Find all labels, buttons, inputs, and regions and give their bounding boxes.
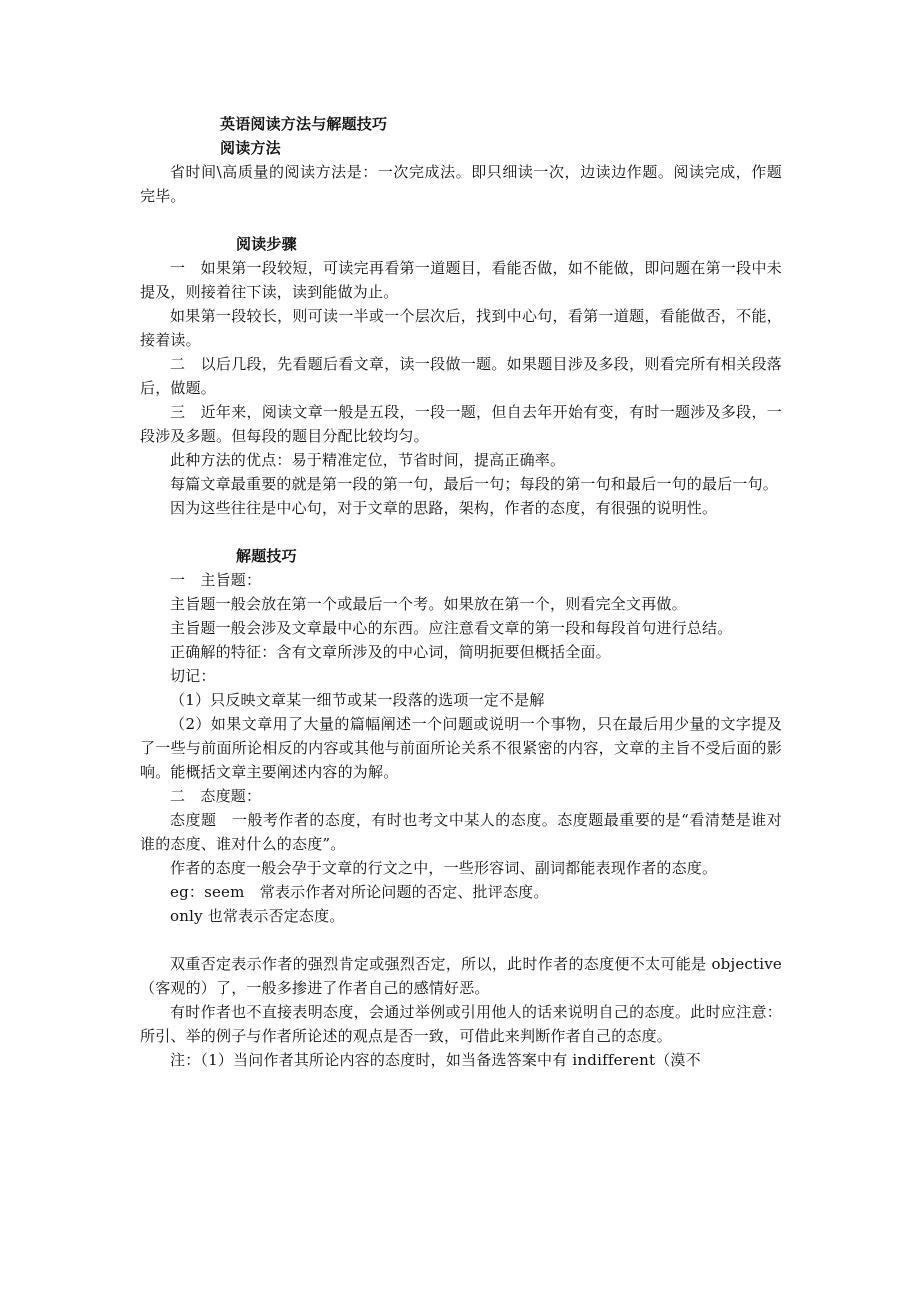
paragraph: 三 近年来，阅读文章一般是五段，一段一题，但自去年开始有变，有时一题涉及多段，一段涉及多题。但每段的题目分配比较均匀。 [140, 403, 782, 445]
paragraph: 有时作者也不直接表明态度，会通过举例或引用他人的话来说明自己的态度。此时应注意：所引、举的例子与作者所论述的观点是否一致，可借此来判断作者自己的态度。 [140, 1003, 782, 1045]
paragraph: 主旨题一般会涉及文章最中心的东西。应注意看文章的第一段和每段首句进行总结。 [170, 619, 733, 637]
example-line: eg：seem 常表示作者对所论问题的否定、批评态度。 [170, 883, 549, 901]
document-body [140, 112, 782, 1072]
paragraph: 二 以后几段，先看题后看文章，读一段做一题。如果题目涉及多段，则看完所有相关段落后，做题。 [140, 355, 782, 397]
spacer [140, 928, 782, 952]
paragraph: 态度题 一般考作者的态度，有时也考文中某人的态度。态度题最重要的是“看清楚是谁对谁的态度、谁对什么的态度”。 [140, 811, 782, 853]
paragraph: 每篇文章最重要的就是第一段的第一句，最后一句；每段的第一句和最后一句的最后一句。 [170, 475, 779, 493]
paragraph: 双重否定表示作者的强烈肯定或强烈否定，所以，此时作者的态度便不太可能是 objective（客观的）了，一般多掺进了作者自己的感情好恶。 [140, 955, 782, 997]
paragraph: 此种方法的优点：易于精准定位，节省时间，提高正确率。 [170, 451, 566, 469]
paragraph: 如果第一段较长，则可读一半或一个层次后，找到中心句，看第一道题，看能做否，不能，接着读。 [140, 307, 782, 349]
spacer [140, 520, 782, 544]
heading-reading-method: 阅读方法 [220, 139, 281, 157]
paragraph: 正确解的特征：含有文章所涉及的中心词，简明扼要但概括全面。 [170, 643, 611, 661]
paragraph: （2）如果文章用了大量的篇幅阐述一个问题或说明一个事物，只在最后用少量的文字提及了一些与前面所论相反的内容或其他与前面所论关系不很紧密的内容，文章的主旨不受后面的影响。能概括文章主要阐述内容的为解。 [140, 715, 782, 781]
paragraph: 二 态度题： [170, 787, 262, 805]
document-title: 英语阅读方法与解题技巧 [220, 115, 388, 133]
paragraph: 注：（1）当问作者其所论内容的态度时，如当备选答案中有 indifferent（漠不 [170, 1051, 701, 1069]
paragraph: 切记： [170, 667, 216, 685]
paragraph: 因为这些往往是中心句，对于文章的思路，架构，作者的态度，有很强的说明性。 [170, 499, 718, 517]
paragraph: 一 主旨题： [170, 571, 262, 589]
paragraph: 主旨题一般会放在第一个或最后一个考。如果放在第一个，则看完全文再做。 [170, 595, 687, 613]
paragraph: （1）只反映文章某一细节或某一段落的选项一定不是解 [170, 691, 545, 709]
spacer [140, 208, 782, 232]
heading-solving-skills: 解题技巧 [236, 547, 297, 565]
example-line: only 也常表示否定态度。 [170, 907, 345, 925]
paragraph: 省时间\高质量的阅读方法是：一次完成法。即只细读一次，边读边作题。阅读完成，作题完毕。 [140, 163, 782, 205]
paragraph: 作者的态度一般会孕于文章的行文之中，一些形容词、副词都能表现作者的态度。 [170, 859, 718, 877]
heading-reading-steps: 阅读步骤 [236, 235, 297, 253]
paragraph: 一 如果第一段较短，可读完再看第一道题目，看能否做，如不能做，即问题在第一段中未提及，则接着往下读，读到能做为止。 [140, 259, 782, 301]
